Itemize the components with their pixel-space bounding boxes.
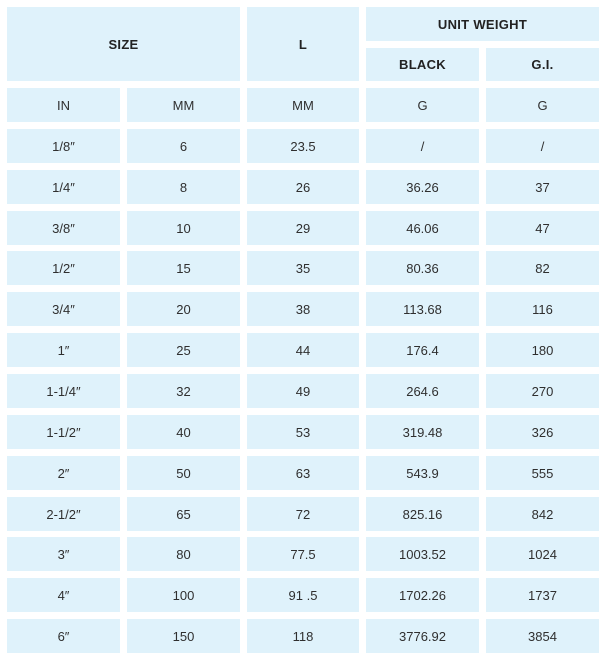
cell-gi-weight: 842	[486, 497, 599, 531]
header-gi: G.I.	[486, 48, 599, 81]
cell-black-weight: 825.16	[366, 497, 479, 531]
cell-mm: 25	[127, 333, 240, 367]
cell-black-weight: 113.68	[366, 292, 479, 326]
cell-black-weight: 80.36	[366, 251, 479, 285]
cell-mm: 10	[127, 211, 240, 245]
cell-in: 3/8″	[7, 211, 120, 245]
cell-mm: 65	[127, 497, 240, 531]
cell-length-mm: 49	[247, 374, 359, 408]
cell-in: 2″	[7, 456, 120, 490]
unit-mm: MM	[127, 88, 240, 122]
cell-mm: 100	[127, 578, 240, 612]
cell-mm: 32	[127, 374, 240, 408]
cell-gi-weight: 3854	[486, 619, 599, 653]
cell-in: 1/4″	[7, 170, 120, 204]
cell-length-mm: 118	[247, 619, 359, 653]
cell-black-weight: 264.6	[366, 374, 479, 408]
cell-in: 1″	[7, 333, 120, 367]
cell-in: 3″	[7, 537, 120, 571]
cell-black-weight: 319.48	[366, 415, 479, 449]
cell-gi-weight: 116	[486, 292, 599, 326]
unit-length-mm: MM	[247, 88, 359, 122]
unit-in: IN	[7, 88, 120, 122]
cell-black-weight: 543.9	[366, 456, 479, 490]
cell-in: 3/4″	[7, 292, 120, 326]
cell-in: 1/2″	[7, 251, 120, 285]
cell-black-weight: 1003.52	[366, 537, 479, 571]
unit-black-weight: G	[366, 88, 479, 122]
header-black: BLACK	[366, 48, 479, 81]
cell-black-weight: 36.26	[366, 170, 479, 204]
cell-gi-weight: 326	[486, 415, 599, 449]
cell-length-mm: 63	[247, 456, 359, 490]
cell-gi-weight: 1024	[486, 537, 599, 571]
cell-gi-weight: 270	[486, 374, 599, 408]
header-unit-weight: UNIT WEIGHT	[366, 7, 599, 41]
cell-length-mm: 23.5	[247, 129, 359, 163]
cell-mm: 80	[127, 537, 240, 571]
cell-mm: 50	[127, 456, 240, 490]
cell-length-mm: 29	[247, 211, 359, 245]
cell-black-weight: 3776.92	[366, 619, 479, 653]
cell-length-mm: 72	[247, 497, 359, 531]
cell-length-mm: 35	[247, 251, 359, 285]
cell-gi-weight: 180	[486, 333, 599, 367]
cell-mm: 40	[127, 415, 240, 449]
cell-length-mm: 26	[247, 170, 359, 204]
cell-gi-weight: /	[486, 129, 599, 163]
header-length: L	[247, 7, 359, 81]
cell-in: 6″	[7, 619, 120, 653]
cell-in: 1/8″	[7, 129, 120, 163]
cell-in: 4″	[7, 578, 120, 612]
cell-mm: 20	[127, 292, 240, 326]
cell-gi-weight: 37	[486, 170, 599, 204]
header-size: SIZE	[7, 7, 240, 81]
cell-mm: 15	[127, 251, 240, 285]
cell-length-mm: 44	[247, 333, 359, 367]
cell-gi-weight: 82	[486, 251, 599, 285]
cell-mm: 6	[127, 129, 240, 163]
unit-gi-weight: G	[486, 88, 599, 122]
cell-gi-weight: 1737	[486, 578, 599, 612]
cell-black-weight: 1702.26	[366, 578, 479, 612]
cell-black-weight: 46.06	[366, 211, 479, 245]
cell-black-weight: 176.4	[366, 333, 479, 367]
cell-mm: 8	[127, 170, 240, 204]
cell-in: 1-1/2″	[7, 415, 120, 449]
cell-mm: 150	[127, 619, 240, 653]
cell-length-mm: 38	[247, 292, 359, 326]
cell-length-mm: 53	[247, 415, 359, 449]
cell-in: 1-1/4″	[7, 374, 120, 408]
cell-in: 2-1/2″	[7, 497, 120, 531]
cell-black-weight: /	[366, 129, 479, 163]
cell-gi-weight: 47	[486, 211, 599, 245]
cell-length-mm: 77.5	[247, 537, 359, 571]
cell-gi-weight: 555	[486, 456, 599, 490]
cell-length-mm: 91 .5	[247, 578, 359, 612]
